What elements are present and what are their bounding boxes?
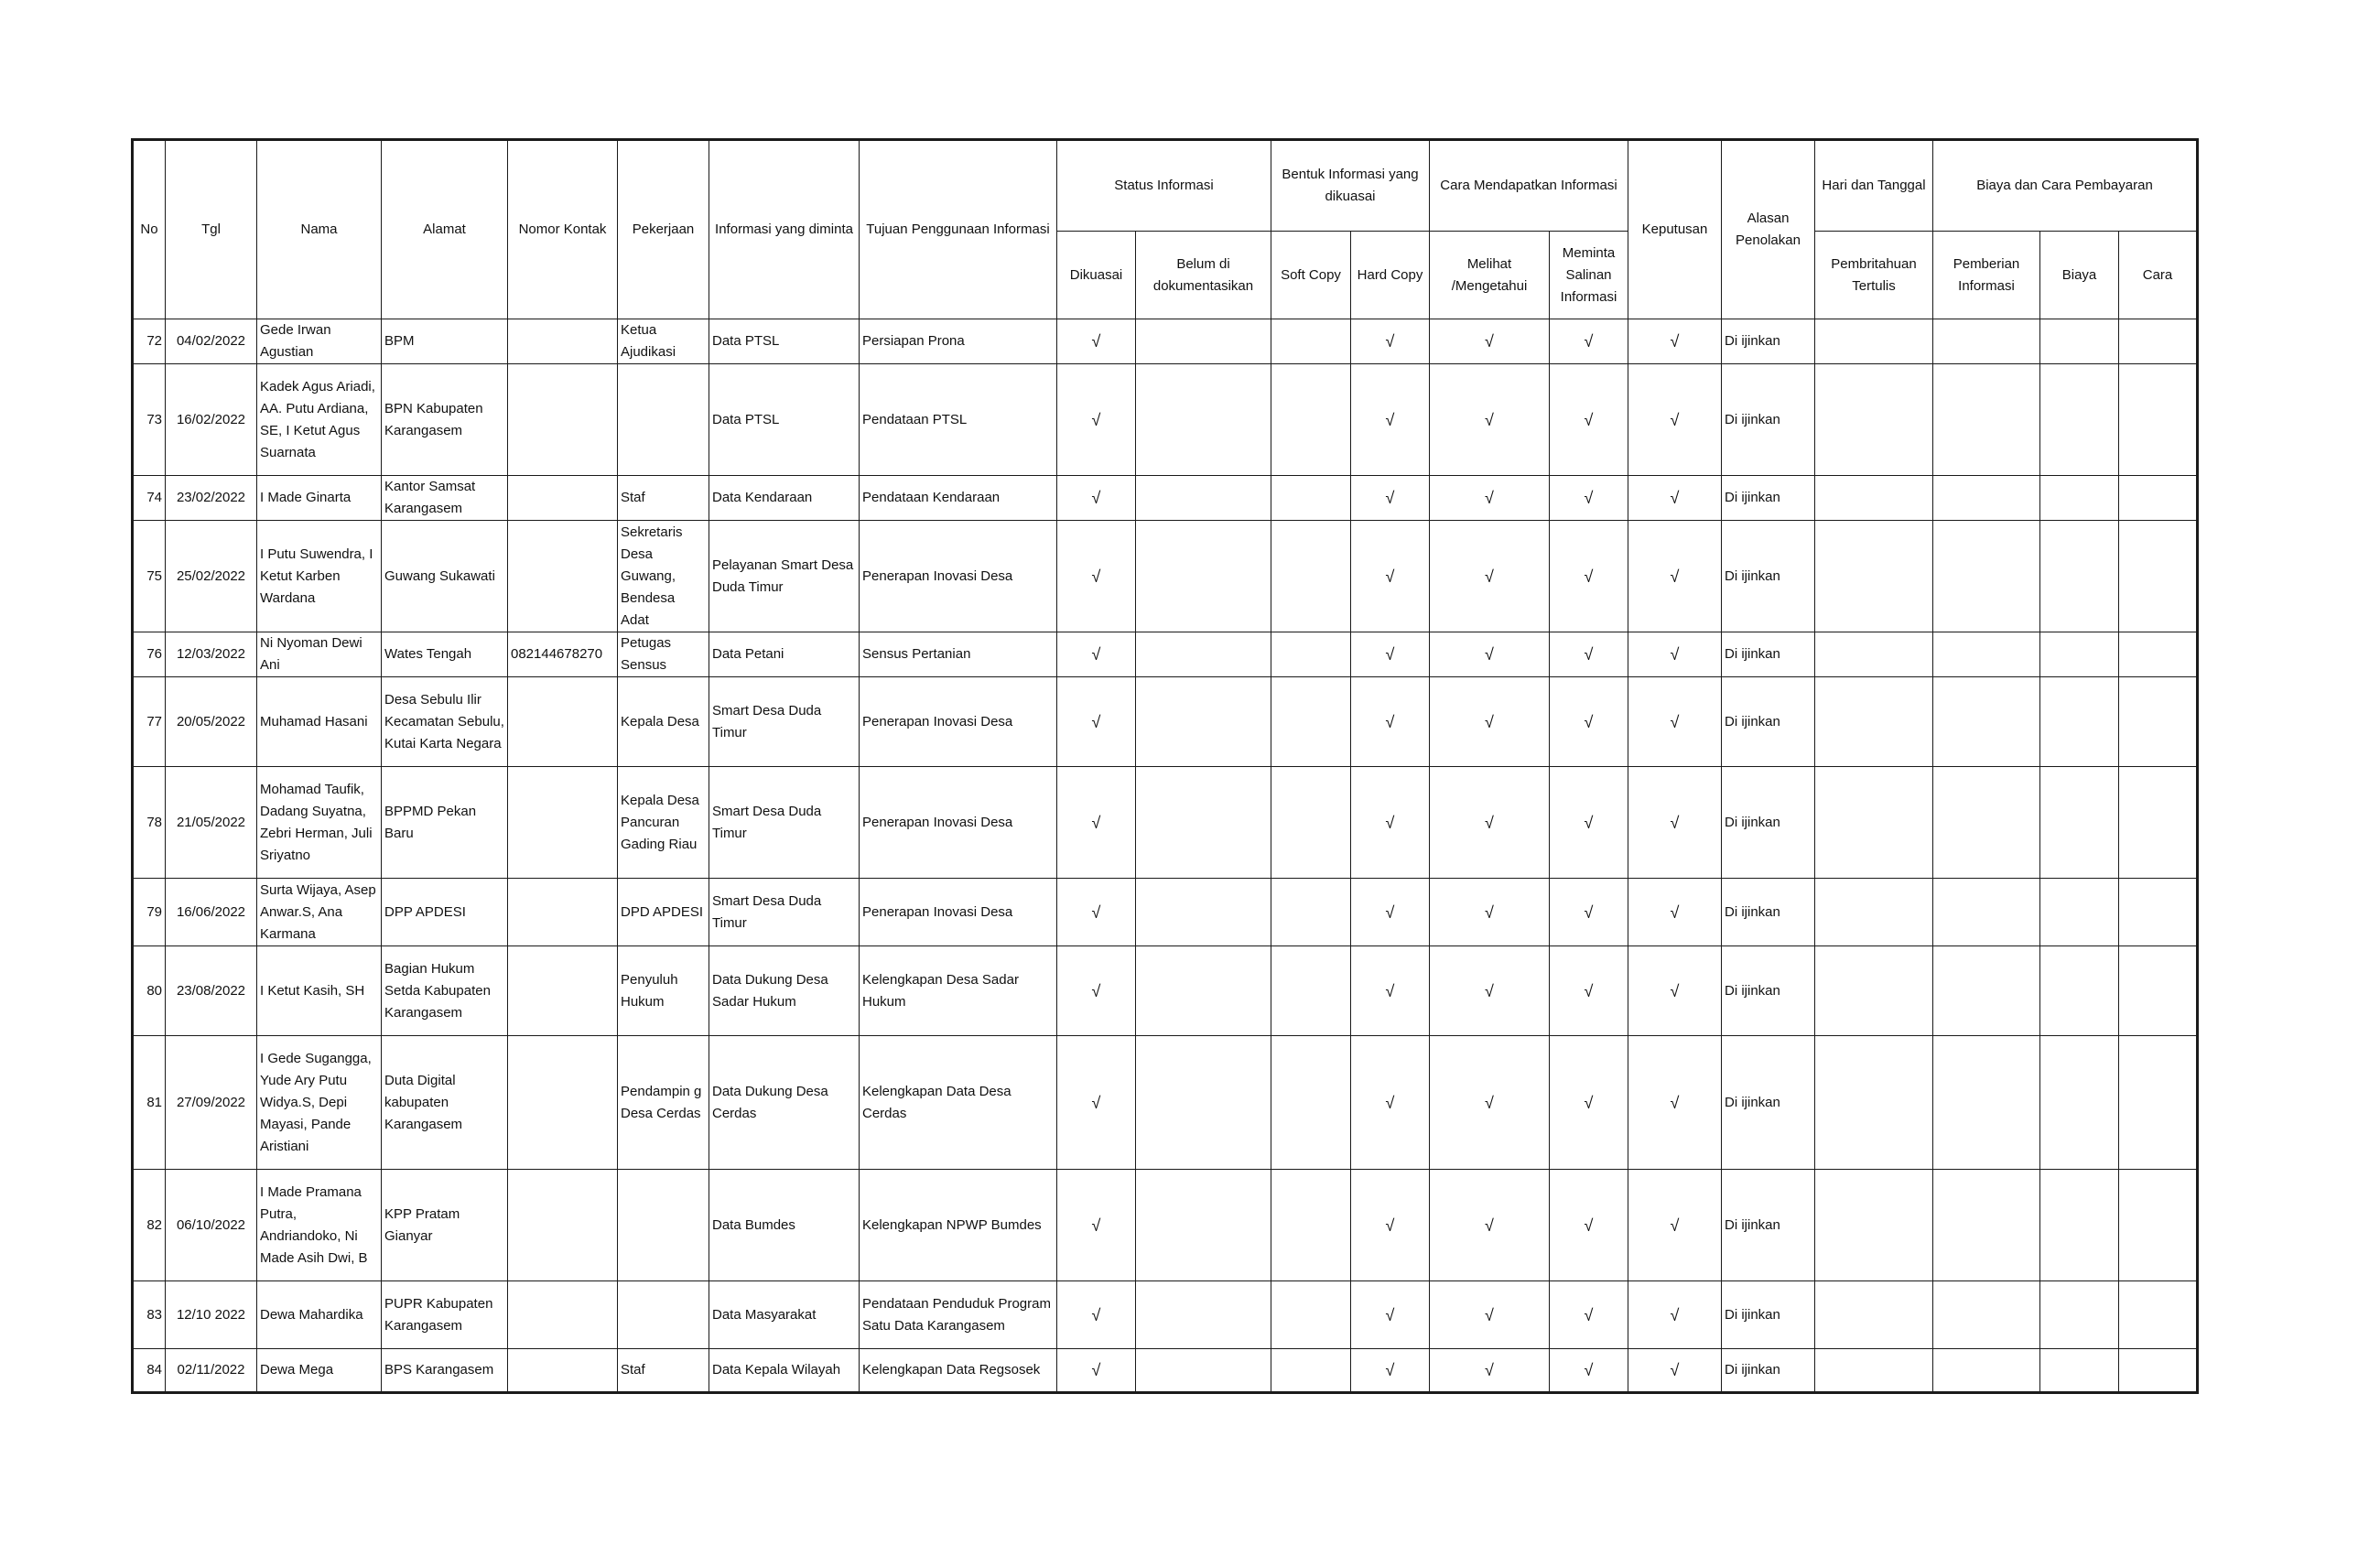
cell-tujuan: Kelengkapan Data Desa Cerdas	[860, 1036, 1057, 1170]
cell-biaya	[2040, 879, 2119, 946]
check-keputusan: √	[1628, 1036, 1722, 1170]
cell-alamat: KPP Pratam Gianyar	[382, 1170, 508, 1281]
cell-pemberitahuan-tertulis	[1815, 364, 1933, 476]
header-keputusan: Keputusan	[1628, 140, 1722, 319]
header-melihat: Melihat /Mengetahui	[1430, 232, 1550, 319]
check-melihat: √	[1430, 319, 1550, 364]
cell-nomor-kontak	[508, 364, 618, 476]
table-row	[133, 319, 2198, 364]
cell-tujuan: Penerapan Inovasi Desa	[860, 879, 1057, 946]
cell-tgl: 27/09/2022	[166, 1036, 257, 1170]
cell-pemberian-informasi	[1933, 319, 2040, 364]
header-nama: Nama	[257, 140, 382, 319]
cell-biaya	[2040, 1170, 2119, 1281]
cell-pemberian-informasi	[1933, 677, 2040, 767]
table-row	[133, 946, 2198, 1036]
cell-alasan-penolakan: Di ijinkan	[1722, 1281, 1815, 1349]
cell-biaya	[2040, 319, 2119, 364]
cell-tujuan: Sensus Pertanian	[860, 632, 1057, 677]
cell-tgl: 16/02/2022	[166, 364, 257, 476]
cell-nomor-kontak	[508, 677, 618, 767]
cell-no: 77	[133, 677, 166, 767]
cell-cara	[2119, 364, 2198, 476]
cell-no: 80	[133, 946, 166, 1036]
cell-tujuan: Pendataan Kendaraan	[860, 476, 1057, 521]
cell-informasi-diminta: Data Kepala Wilayah	[709, 1349, 860, 1393]
table-row	[133, 632, 2198, 677]
cell-pemberian-informasi	[1933, 364, 2040, 476]
check-meminta-salinan: √	[1550, 767, 1628, 879]
cell-tgl: 04/02/2022	[166, 319, 257, 364]
table-row	[133, 521, 2198, 632]
cell-alasan-penolakan: Di ijinkan	[1722, 364, 1815, 476]
cell-nama: Kadek Agus Ariadi, AA. Putu Ardiana, SE, I Ketut Agus Suarnata	[257, 364, 382, 476]
cell-no: 83	[133, 1281, 166, 1349]
header-hari-tanggal: Hari dan Tanggal	[1815, 140, 1933, 232]
check-meminta-salinan: √	[1550, 319, 1628, 364]
check-meminta-salinan: √	[1550, 476, 1628, 521]
header-informasi-diminta: Informasi yang diminta	[709, 140, 860, 319]
cell-nama: Mohamad Taufik, Dadang Suyatna, Zebri Herman, Juli Sriyatno	[257, 767, 382, 879]
cell-alamat: Wates Tengah	[382, 632, 508, 677]
cell-informasi-diminta: Data Masyarakat	[709, 1281, 860, 1349]
cell-informasi-diminta: Data PTSL	[709, 364, 860, 476]
cell-tujuan: Penerapan Inovasi Desa	[860, 521, 1057, 632]
check-dikuasai: √	[1057, 767, 1136, 879]
cell-pemberitahuan-tertulis	[1815, 677, 1933, 767]
cell-pekerjaan: Petugas Sensus	[618, 632, 709, 677]
cell-pekerjaan: Staf	[618, 1349, 709, 1393]
cell-alamat: DPP APDESI	[382, 879, 508, 946]
cell-cara	[2119, 1281, 2198, 1349]
cell-soft-copy	[1271, 946, 1351, 1036]
header-tujuan: Tujuan Penggunaan Informasi	[860, 140, 1057, 319]
check-meminta-salinan: √	[1550, 677, 1628, 767]
check-dikuasai: √	[1057, 632, 1136, 677]
cell-tgl: 02/11/2022	[166, 1349, 257, 1393]
check-meminta-salinan: √	[1550, 1349, 1628, 1393]
check-hard-copy: √	[1351, 319, 1430, 364]
check-hard-copy: √	[1351, 946, 1430, 1036]
cell-nomor-kontak	[508, 767, 618, 879]
check-melihat: √	[1430, 364, 1550, 476]
table-row	[133, 1349, 2198, 1393]
cell-nama: Surta Wijaya, Asep Anwar.S, Ana Karmana	[257, 879, 382, 946]
header-cara-mendapatkan: Cara Mendapatkan Informasi	[1430, 140, 1628, 232]
table-row	[133, 364, 2198, 476]
cell-pekerjaan	[618, 1170, 709, 1281]
check-meminta-salinan: √	[1550, 879, 1628, 946]
cell-pemberitahuan-tertulis	[1815, 476, 1933, 521]
check-hard-copy: √	[1351, 364, 1430, 476]
cell-informasi-diminta: Smart Desa Duda Timur	[709, 879, 860, 946]
cell-soft-copy	[1271, 1036, 1351, 1170]
check-keputusan: √	[1628, 1170, 1722, 1281]
cell-nama: I Ketut Kasih, SH	[257, 946, 382, 1036]
cell-pemberian-informasi	[1933, 1170, 2040, 1281]
cell-cara	[2119, 1036, 2198, 1170]
cell-tujuan: Pendataan Penduduk Program Satu Data Karangasem	[860, 1281, 1057, 1349]
check-meminta-salinan: √	[1550, 632, 1628, 677]
cell-no: 82	[133, 1170, 166, 1281]
cell-alasan-penolakan: Di ijinkan	[1722, 946, 1815, 1036]
check-dikuasai: √	[1057, 319, 1136, 364]
check-keputusan: √	[1628, 767, 1722, 879]
check-dikuasai: √	[1057, 946, 1136, 1036]
cell-belum-didokumentasikan	[1136, 1036, 1271, 1170]
cell-informasi-diminta: Data PTSL	[709, 319, 860, 364]
cell-tgl: 20/05/2022	[166, 677, 257, 767]
cell-pemberian-informasi	[1933, 476, 2040, 521]
cell-alamat: BPN Kabupaten Karangasem	[382, 364, 508, 476]
cell-no: 78	[133, 767, 166, 879]
cell-pemberian-informasi	[1933, 1036, 2040, 1170]
cell-pekerjaan: Kepala Desa	[618, 677, 709, 767]
cell-nama: Dewa Mahardika	[257, 1281, 382, 1349]
check-hard-copy: √	[1351, 476, 1430, 521]
header-biaya-cara: Biaya dan Cara Pembayaran	[1933, 140, 2198, 232]
cell-pemberian-informasi	[1933, 946, 2040, 1036]
cell-soft-copy	[1271, 879, 1351, 946]
check-dikuasai: √	[1057, 1349, 1136, 1393]
check-dikuasai: √	[1057, 1170, 1136, 1281]
request-register-table	[131, 138, 2199, 1394]
check-meminta-salinan: √	[1550, 521, 1628, 632]
cell-alamat: BPPMD Pekan Baru	[382, 767, 508, 879]
cell-pemberitahuan-tertulis	[1815, 1349, 1933, 1393]
table-row	[133, 879, 2198, 946]
cell-cara	[2119, 632, 2198, 677]
table-row	[133, 1036, 2198, 1170]
table-row	[133, 1170, 2198, 1281]
check-melihat: √	[1430, 879, 1550, 946]
cell-biaya	[2040, 677, 2119, 767]
header-meminta-salinan: Meminta Salinan Informasi	[1550, 232, 1628, 319]
cell-cara	[2119, 879, 2198, 946]
cell-pekerjaan	[618, 364, 709, 476]
cell-alasan-penolakan: Di ijinkan	[1722, 476, 1815, 521]
cell-biaya	[2040, 946, 2119, 1036]
cell-nomor-kontak	[508, 1170, 618, 1281]
cell-soft-copy	[1271, 1281, 1351, 1349]
header-pemberitahuan-tertulis: Pembritahuan Tertulis	[1815, 232, 1933, 319]
cell-belum-didokumentasikan	[1136, 946, 1271, 1036]
cell-biaya	[2040, 1036, 2119, 1170]
cell-nama: Dewa Mega	[257, 1349, 382, 1393]
check-hard-copy: √	[1351, 521, 1430, 632]
cell-pekerjaan: Penyuluh Hukum	[618, 946, 709, 1036]
cell-pekerjaan: DPD APDESI	[618, 879, 709, 946]
cell-informasi-diminta: Data Dukung Desa Cerdas	[709, 1036, 860, 1170]
cell-pemberian-informasi	[1933, 767, 2040, 879]
check-keputusan: √	[1628, 476, 1722, 521]
cell-no: 76	[133, 632, 166, 677]
cell-biaya	[2040, 476, 2119, 521]
cell-tgl: 25/02/2022	[166, 521, 257, 632]
cell-informasi-diminta: Data Petani	[709, 632, 860, 677]
cell-biaya	[2040, 1281, 2119, 1349]
cell-informasi-diminta: Smart Desa Duda Timur	[709, 767, 860, 879]
header-bentuk-informasi: Bentuk Informasi yang dikuasai	[1271, 140, 1430, 232]
check-meminta-salinan: √	[1550, 1170, 1628, 1281]
check-dikuasai: √	[1057, 521, 1136, 632]
cell-belum-didokumentasikan	[1136, 521, 1271, 632]
cell-no: 74	[133, 476, 166, 521]
check-melihat: √	[1430, 632, 1550, 677]
cell-nama: Ni Nyoman Dewi Ani	[257, 632, 382, 677]
cell-no: 84	[133, 1349, 166, 1393]
cell-tujuan: Kelengkapan Desa Sadar Hukum	[860, 946, 1057, 1036]
cell-belum-didokumentasikan	[1136, 1170, 1271, 1281]
cell-belum-didokumentasikan	[1136, 677, 1271, 767]
cell-pekerjaan: Kepala Desa Pancuran Gading Riau	[618, 767, 709, 879]
check-hard-copy: √	[1351, 632, 1430, 677]
header-no: No	[133, 140, 166, 319]
check-melihat: √	[1430, 1170, 1550, 1281]
cell-pemberitahuan-tertulis	[1815, 946, 1933, 1036]
cell-nama: I Putu Suwendra, I Ketut Karben Wardana	[257, 521, 382, 632]
check-dikuasai: √	[1057, 476, 1136, 521]
check-keputusan: √	[1628, 364, 1722, 476]
check-meminta-salinan: √	[1550, 1036, 1628, 1170]
check-dikuasai: √	[1057, 879, 1136, 946]
check-melihat: √	[1430, 946, 1550, 1036]
cell-pemberian-informasi	[1933, 1349, 2040, 1393]
cell-soft-copy	[1271, 319, 1351, 364]
cell-soft-copy	[1271, 1170, 1351, 1281]
cell-cara	[2119, 1349, 2198, 1393]
cell-cara	[2119, 767, 2198, 879]
cell-nama: Muhamad Hasani	[257, 677, 382, 767]
cell-no: 75	[133, 521, 166, 632]
cell-informasi-diminta: Pelayanan Smart Desa Duda Timur	[709, 521, 860, 632]
cell-soft-copy	[1271, 476, 1351, 521]
check-keputusan: √	[1628, 319, 1722, 364]
check-keputusan: √	[1628, 632, 1722, 677]
cell-tujuan: Penerapan Inovasi Desa	[860, 767, 1057, 879]
cell-soft-copy	[1271, 521, 1351, 632]
cell-no: 72	[133, 319, 166, 364]
cell-nomor-kontak	[508, 1036, 618, 1170]
check-dikuasai: √	[1057, 677, 1136, 767]
cell-alasan-penolakan: Di ijinkan	[1722, 677, 1815, 767]
cell-no: 73	[133, 364, 166, 476]
cell-pekerjaan: Sekretaris Desa Guwang, Bendesa Adat	[618, 521, 709, 632]
cell-alamat: BPM	[382, 319, 508, 364]
check-dikuasai: √	[1057, 1036, 1136, 1170]
cell-pemberitahuan-tertulis	[1815, 879, 1933, 946]
check-hard-copy: √	[1351, 1170, 1430, 1281]
cell-tujuan: Kelengkapan NPWP Bumdes	[860, 1170, 1057, 1281]
cell-pemberitahuan-tertulis	[1815, 1170, 1933, 1281]
cell-cara	[2119, 476, 2198, 521]
cell-alasan-penolakan: Di ijinkan	[1722, 879, 1815, 946]
cell-informasi-diminta: Data Dukung Desa Sadar Hukum	[709, 946, 860, 1036]
cell-tujuan: Pendataan PTSL	[860, 364, 1057, 476]
cell-nama: I Made Ginarta	[257, 476, 382, 521]
cell-soft-copy	[1271, 364, 1351, 476]
check-hard-copy: √	[1351, 1349, 1430, 1393]
cell-tgl: 23/08/2022	[166, 946, 257, 1036]
cell-pemberitahuan-tertulis	[1815, 521, 1933, 632]
check-hard-copy: √	[1351, 879, 1430, 946]
cell-cara	[2119, 1170, 2198, 1281]
header-tgl: Tgl	[166, 140, 257, 319]
cell-belum-didokumentasikan	[1136, 476, 1271, 521]
check-melihat: √	[1430, 1349, 1550, 1393]
check-meminta-salinan: √	[1550, 1281, 1628, 1349]
cell-pekerjaan: Ketua Ajudikasi	[618, 319, 709, 364]
cell-pekerjaan: Staf	[618, 476, 709, 521]
cell-pemberian-informasi	[1933, 521, 2040, 632]
cell-alasan-penolakan: Di ijinkan	[1722, 521, 1815, 632]
check-melihat: √	[1430, 1281, 1550, 1349]
cell-alamat: Guwang Sukawati	[382, 521, 508, 632]
cell-alasan-penolakan: Di ijinkan	[1722, 767, 1815, 879]
cell-nomor-kontak	[508, 476, 618, 521]
cell-belum-didokumentasikan	[1136, 767, 1271, 879]
cell-pekerjaan	[618, 1281, 709, 1349]
header-cara: Cara	[2119, 232, 2198, 319]
cell-no: 81	[133, 1036, 166, 1170]
cell-informasi-diminta: Smart Desa Duda Timur	[709, 677, 860, 767]
cell-biaya	[2040, 767, 2119, 879]
header-pekerjaan: Pekerjaan	[618, 140, 709, 319]
cell-biaya	[2040, 521, 2119, 632]
check-meminta-salinan: √	[1550, 946, 1628, 1036]
check-hard-copy: √	[1351, 1036, 1430, 1170]
cell-alamat: Bagian Hukum Setda Kabupaten Karangasem	[382, 946, 508, 1036]
header-belum-didokumentasikan: Belum di dokumentasikan	[1136, 232, 1271, 319]
cell-biaya	[2040, 632, 2119, 677]
check-hard-copy: √	[1351, 1281, 1430, 1349]
cell-alasan-penolakan: Di ijinkan	[1722, 1170, 1815, 1281]
cell-soft-copy	[1271, 1349, 1351, 1393]
table-row	[133, 1281, 2198, 1349]
cell-pekerjaan: Pendampin g Desa Cerdas	[618, 1036, 709, 1170]
cell-cara	[2119, 319, 2198, 364]
check-dikuasai: √	[1057, 1281, 1136, 1349]
check-hard-copy: √	[1351, 677, 1430, 767]
cell-nomor-kontak	[508, 946, 618, 1036]
check-keputusan: √	[1628, 1281, 1722, 1349]
cell-alamat: BPS Karangasem	[382, 1349, 508, 1393]
cell-pemberian-informasi	[1933, 632, 2040, 677]
cell-informasi-diminta: Data Kendaraan	[709, 476, 860, 521]
cell-soft-copy	[1271, 632, 1351, 677]
cell-tgl: 06/10/2022	[166, 1170, 257, 1281]
check-melihat: √	[1430, 521, 1550, 632]
cell-nomor-kontak	[508, 1349, 618, 1393]
check-keputusan: √	[1628, 1349, 1722, 1393]
cell-pemberitahuan-tertulis	[1815, 1036, 1933, 1170]
check-melihat: √	[1430, 767, 1550, 879]
cell-belum-didokumentasikan	[1136, 319, 1271, 364]
cell-alasan-penolakan: Di ijinkan	[1722, 632, 1815, 677]
cell-belum-didokumentasikan	[1136, 1349, 1271, 1393]
cell-pemberitahuan-tertulis	[1815, 632, 1933, 677]
cell-tujuan: Kelengkapan Data Regsosek	[860, 1349, 1057, 1393]
cell-pemberitahuan-tertulis	[1815, 1281, 1933, 1349]
cell-belum-didokumentasikan	[1136, 364, 1271, 476]
cell-cara	[2119, 946, 2198, 1036]
check-keputusan: √	[1628, 521, 1722, 632]
check-melihat: √	[1430, 1036, 1550, 1170]
cell-nomor-kontak: 082144678270	[508, 632, 618, 677]
cell-alasan-penolakan: Di ijinkan	[1722, 1349, 1815, 1393]
header-soft-copy: Soft Copy	[1271, 232, 1351, 319]
table-row	[133, 677, 2198, 767]
cell-tgl: 23/02/2022	[166, 476, 257, 521]
check-melihat: √	[1430, 677, 1550, 767]
table-row	[133, 476, 2198, 521]
cell-nama: I Made Pramana Putra, Andriandoko, Ni Made Asih Dwi, B	[257, 1170, 382, 1281]
cell-nama: I Gede Sugangga, Yude Ary Putu Widya.S, Depi Mayasi, Pande Aristiani	[257, 1036, 382, 1170]
check-keputusan: √	[1628, 946, 1722, 1036]
cell-cara	[2119, 521, 2198, 632]
cell-no: 79	[133, 879, 166, 946]
header-nomor-kontak: Nomor Kontak	[508, 140, 618, 319]
table-row	[133, 767, 2198, 879]
cell-tgl: 16/06/2022	[166, 879, 257, 946]
cell-pemberitahuan-tertulis	[1815, 767, 1933, 879]
header-alasan-penolakan: Alasan Penolakan	[1722, 140, 1815, 319]
cell-alamat: Kantor Samsat Karangasem	[382, 476, 508, 521]
cell-biaya	[2040, 1349, 2119, 1393]
cell-alamat: PUPR Kabupaten Karangasem	[382, 1281, 508, 1349]
cell-informasi-diminta: Data Bumdes	[709, 1170, 860, 1281]
cell-tgl: 12/10 2022	[166, 1281, 257, 1349]
cell-nomor-kontak	[508, 521, 618, 632]
check-keputusan: √	[1628, 677, 1722, 767]
cell-tgl: 12/03/2022	[166, 632, 257, 677]
cell-pemberian-informasi	[1933, 1281, 2040, 1349]
cell-cara	[2119, 677, 2198, 767]
cell-pemberian-informasi	[1933, 879, 2040, 946]
cell-tujuan: Persiapan Prona	[860, 319, 1057, 364]
cell-nomor-kontak	[508, 879, 618, 946]
cell-nama: Gede Irwan Agustian	[257, 319, 382, 364]
header-dikuasai: Dikuasai	[1057, 232, 1136, 319]
cell-pemberitahuan-tertulis	[1815, 319, 1933, 364]
header-hard-copy: Hard Copy	[1351, 232, 1430, 319]
cell-belum-didokumentasikan	[1136, 632, 1271, 677]
cell-nomor-kontak	[508, 1281, 618, 1349]
cell-soft-copy	[1271, 677, 1351, 767]
cell-biaya	[2040, 364, 2119, 476]
cell-soft-copy	[1271, 767, 1351, 879]
cell-tujuan: Penerapan Inovasi Desa	[860, 677, 1057, 767]
cell-alasan-penolakan: Di ijinkan	[1722, 319, 1815, 364]
header-biaya: Biaya	[2040, 232, 2119, 319]
cell-nomor-kontak	[508, 319, 618, 364]
cell-alamat: Desa Sebulu Ilir Kecamatan Sebulu, Kutai Karta Negara	[382, 677, 508, 767]
header-alamat: Alamat	[382, 140, 508, 319]
check-meminta-salinan: √	[1550, 364, 1628, 476]
cell-tgl: 21/05/2022	[166, 767, 257, 879]
header-status-informasi: Status Informasi	[1057, 140, 1271, 232]
cell-alamat: Duta Digital kabupaten Karangasem	[382, 1036, 508, 1170]
check-hard-copy: √	[1351, 767, 1430, 879]
cell-belum-didokumentasikan	[1136, 1281, 1271, 1349]
check-keputusan: √	[1628, 879, 1722, 946]
check-melihat: √	[1430, 476, 1550, 521]
cell-alasan-penolakan: Di ijinkan	[1722, 1036, 1815, 1170]
header-pemberian-informasi: Pemberian Informasi	[1933, 232, 2040, 319]
check-dikuasai: √	[1057, 364, 1136, 476]
cell-belum-didokumentasikan	[1136, 879, 1271, 946]
